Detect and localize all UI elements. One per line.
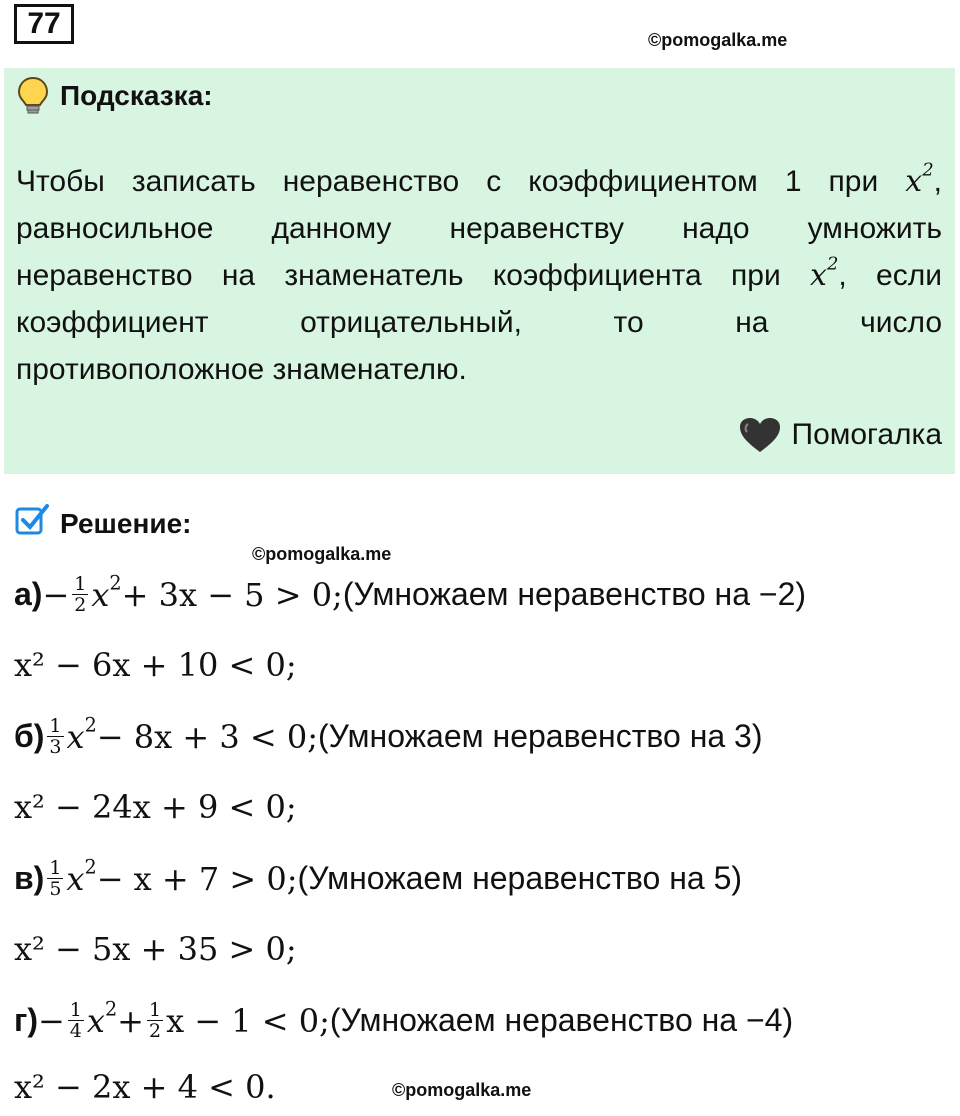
solution-item-v: в) $\frac{1}{5}$ $x^2$ − x + 7 > 0; (Умножаем неравенство на 5) <box>14 855 743 900</box>
solution-item-b: б) $\frac{1}{3}$ $x^2$ − 8x + 3 < 0; (Умножаем неравенство на 3) <box>14 713 763 758</box>
fraction: $\frac{1}{3}$ <box>49 715 62 758</box>
fraction-2: $\frac{1}{2}$ <box>148 999 162 1042</box>
solution-result-b: x² − 24x + 9 < 0; <box>14 788 297 826</box>
solution-result-v: x² − 5x + 35 > 0; <box>14 930 297 968</box>
solution-item-a: а) − $\frac{1}{2}$ $x^2$ + 3x − 5 > 0; (Умножаем неравенство на −2) <box>14 571 807 616</box>
lightbulb-icon <box>16 76 50 116</box>
signature <box>738 416 943 454</box>
signature-text: Помогалка <box>791 418 942 451</box>
watermark-top: ©pomogalka.me <box>648 30 788 50</box>
hint-line-5: противоположное знаменателю. <box>16 353 467 386</box>
hint-line-2: равносильное данному неравенству надо умножить <box>16 212 942 245</box>
hint-text <box>16 158 942 393</box>
solution-item-g: г) − $\frac{1}{4}$ $x^2$ + $\frac{1}{2}$ x − 1 < 0; (Умножаем неравенство на −4) <box>14 997 794 1042</box>
fraction: $\frac{1}{4}$ <box>69 999 82 1042</box>
problem-number: 77 <box>14 4 74 44</box>
solution-result-a: x² − 6x + 10 < 0; <box>14 646 297 684</box>
watermark-bottom: ©pomogalka.me <box>392 1080 532 1100</box>
hint-line-4: коэффициент отрицательный, то на число <box>16 306 942 339</box>
hint-line-3: неравенство на знаменатель коэффициента при $x^2$, если <box>16 253 942 293</box>
solution-title: Решение: <box>60 508 192 539</box>
fraction: $\frac{1}{2}$ <box>74 573 87 616</box>
fraction: $\frac{1}{5}$ <box>49 857 62 900</box>
checkbox-checked-icon <box>14 502 50 538</box>
hint-title: Подсказка: <box>60 80 213 111</box>
heart-icon <box>738 416 782 454</box>
solution-result-g: x² − 2x + 4 < 0. <box>14 1068 276 1106</box>
watermark-middle: ©pomogalka.me <box>252 544 392 564</box>
hint-line-1: Чтобы записать неравенство с коэффициентом 1 при $x^2$, <box>16 159 942 199</box>
